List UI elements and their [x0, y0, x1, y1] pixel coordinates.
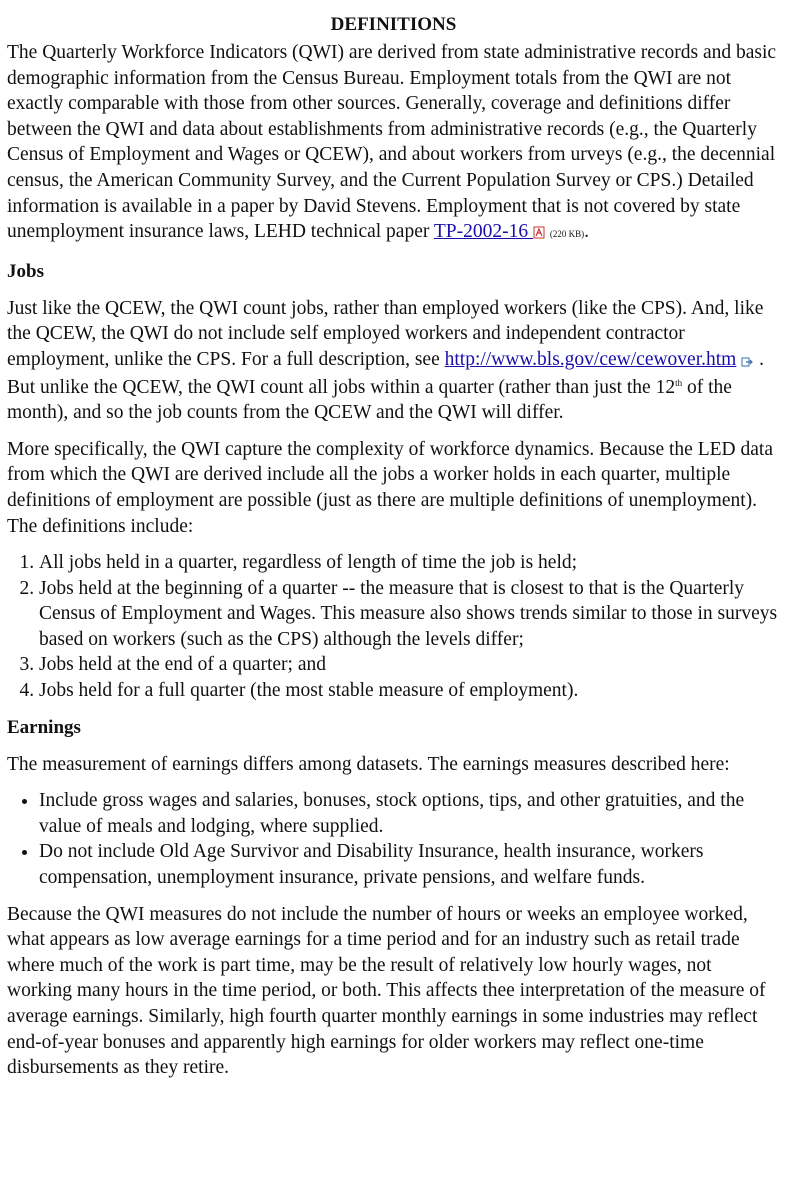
earnings-paragraph-2: Because the QWI measures do not include the number of hours or weeks an employee worked, what appears as low average earnings for a time period and for an industry such as retail trade where much of the work is part time, may be the result of relatively low hourly wages, not working many hours in the time period, or both. This affects thee interpretation of the measure of average earnings. Similarly, high fourth quarter monthly earnings in some industries may reflect end-of-year bonuses and apparently high earnings for older workers may reflect one-time disbursements as they retire. [7, 903, 766, 1079]
jobs-p1-end: of the month), and so the job counts from the QCEW and the QWI will differ. [7, 376, 732, 424]
jobs-p1-mid: . But unlike the QCEW, the QWI count all jobs within a quarter (rather than just the 12 [7, 348, 764, 398]
intro-paragraph [7, 40, 780, 248]
intro-end: . [584, 221, 590, 243]
earnings-paragraph-1: The measurement of earnings differs among datasets. The earnings measures described here: [7, 753, 730, 775]
list-item: • Include gross wages and salaries, bonuses, stock options, tips, and other gratuities, and the value of meals and lodging, where supplied. [39, 788, 780, 839]
external-link-icon[interactable] [741, 349, 754, 375]
list-item: 3. Jobs held at the end of a quarter; and [39, 652, 780, 678]
jobs-paragraph-2: More specifically, the QWI capture the complexity of workforce dynamics. Because the LED data from which the QWI are derived include all the jobs a worker holds in each quarter, multiple definitions of employment are possible (just as there are multiple definitions of unemployment). The definitions include: [7, 438, 773, 537]
file-size: (220 KB) [549, 229, 585, 240]
jobs-heading: Jobs [7, 260, 44, 282]
list-item: 2. Jobs held at the beginning of a quarter -- the measure that is closest to that is the Quarterly Census of Employment and Wages. This measure also shows trends similar to those in surveys based on workers (such as the CPS) although the levels differ; [39, 576, 780, 653]
page-title: DEFINITIONS [330, 14, 457, 35]
pdf-icon[interactable] [533, 221, 545, 247]
earnings-bullet-list [7, 788, 780, 890]
list-item: 1. All jobs held in a quarter, regardless of length of time the job is held; [39, 550, 780, 576]
jobs-p1-start: Just like the QCEW, the QWI count jobs, rather than employed workers (like the CPS). And, like the QCEW, the QWI do not include self employed workers and independent contractor employment, unlike the CPS. For a full description, see [7, 297, 764, 370]
bls-link[interactable]: http://www.bls.gov/cew/cewover.htm [444, 348, 737, 370]
list-item: 4. Jobs held for a full quarter (the most stable measure of employment). [39, 678, 780, 704]
definitions-list [7, 550, 780, 704]
earnings-heading: Earnings [7, 716, 81, 738]
list-item: • Do not include Old Age Survivor and Disability Insurance, health insurance, workers compensation, unemployment insurance, private pensions, and welfare funds. [39, 839, 780, 890]
tp-2002-16-link[interactable]: TP-2002-16 [433, 221, 534, 243]
jobs-paragraph-1 [7, 296, 780, 426]
ordinal-suffix: th [675, 377, 683, 388]
intro-text: The Quarterly Workforce Indicators (QWI) are derived from state administrative records and basic demographic information from the Census Bureau. Employment totals from the QWI are not exactly comparable with those from other sources. Generally, coverage and definitions differ between the QWI and data about establishments from administrative records (e.g., the Quarterly Census of Employment and Wages or QCEW), and about workers from urveys (e.g., the decennial census, the American Community Survey, and the Current Population Survey or CPS.) Detailed information is available in a paper by David Stevens. Employment that is not covered by state unemployment insurance laws, LEHD technical paper [7, 42, 777, 243]
